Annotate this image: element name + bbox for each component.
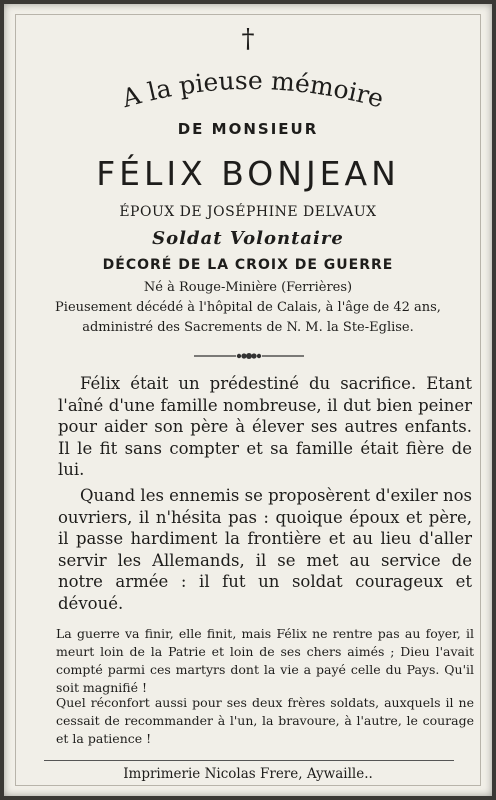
paragraph-4-text: Quel réconfort aussi pour ses deux frères soldats, auxquels il ne cessait de recommander à l'un, la bravoure, à l'autre, le courage et la patience ! — [56, 695, 474, 746]
paragraph-1 — [58, 373, 472, 481]
memorial-card — [4, 4, 492, 796]
spouse-line: ÉPOUX DE JOSÉPHINE DELVAUX — [119, 204, 377, 220]
printer-line: Imprimerie Nicolas Frere, Aywaille.. — [123, 766, 373, 782]
paragraph-3-text: La guerre va finir, elle finit, mais Félix ne rentre pas au foyer, il meurt loin de la Patrie et loin de ses chers aimés ; Dieu l'avait compté parmi ces martyrs dont la vie a payé celle du Pays. Qu'il soit magnifié ! — [56, 626, 474, 695]
deceased-name: FÉLIX BONJEAN — [96, 154, 400, 193]
soldier-line: Soldat Volontaire — [152, 228, 344, 249]
paragraph-4 — [56, 694, 474, 748]
memory-line: A la pieuse mémoire — [118, 65, 387, 114]
ornament-divider-icon — [194, 350, 304, 362]
paragraph-2 — [58, 485, 472, 614]
paragraph-1-text: Félix était un prédestiné du sacrifice. Etant l'aîné d'une famille nombreuse, il dut bien peiner pour aider son père à élever ses autres enfants. Il le fit sans compter et sa famille était fière de lui. — [58, 374, 472, 479]
paragraph-2-text: Quand les ennemis se proposèrent d'exiler nos ouvriers, il n'hésita pas : quoique époux et père, il passe hardiment la frontière et au lieu d'aller servir les Allemands, il se met au service de notre armée : il fut un soldat courageux et dévoué. — [58, 486, 472, 613]
birth-line: Né à Rouge-Minière (Ferrières) — [143, 280, 353, 295]
cross-icon: † — [241, 24, 255, 54]
svg-text:A la pieuse mémoire — [118, 66, 387, 114]
title-monsieur: DE MONSIEUR — [177, 120, 319, 138]
memory-heading — [4, 59, 492, 119]
decoration-line: DÉCORÉ DE LA CROIX DE GUERRE — [102, 257, 394, 273]
footer-divider — [44, 760, 454, 761]
death-line-2: administré des Sacrements de N. M. la Ste-Eglise. — [82, 320, 414, 335]
paragraph-3 — [56, 625, 474, 697]
death-line-1: Pieusement décédé à l'hôpital de Calais, à l'âge de 42 ans, — [55, 300, 441, 315]
